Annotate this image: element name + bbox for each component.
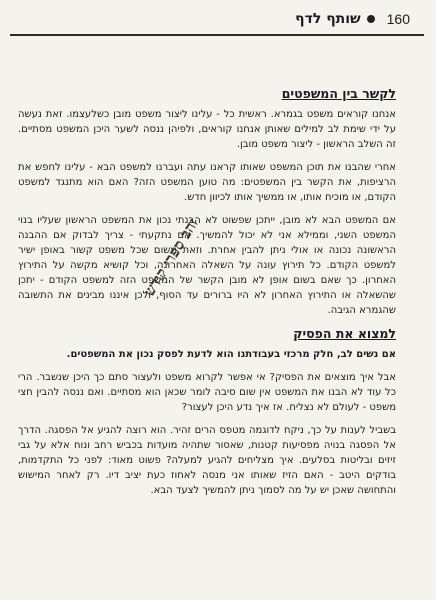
- bullet-dot: [367, 15, 375, 23]
- section-heading: למצוא את הפסיק: [293, 326, 396, 341]
- section-heading: לקשר בין המשפטים: [281, 86, 396, 101]
- page-number: 160: [386, 11, 410, 27]
- running-title: שותף לדף: [295, 11, 361, 27]
- header-rule: [10, 34, 424, 36]
- paragraph: אחרי שהבנו את תוכן המשפט שאותו קראנו עתה ועברנו למשפט הבא - עלינו לחפש את הרציפות, את הקשר בין המשפטים: מה טוען המשפט הזה? האם הוא מתנגד למשפט הקודם, או מוכיח אותו, או ממשיך אותו לכיוון חדש.: [18, 162, 396, 203]
- paragraph: אבל איך מוצאים את הפסיק? אי אפשר לקרוא משפט ולעצור סתם כך היכן שנשבר. הרי כל עוד לא הבנו את המשפט אין שום סיבה לומר שכאן הוא מסתיים. ואם ננסה להבין חצי משפט - לעולם לא נצליח. אז איך נדע היכן לעצור?: [18, 372, 396, 413]
- page-header: [12, 6, 410, 32]
- paragraph: אם נשים לב, חלק מרכזי בעבודתנו הוא לדעת לפסק נכון את המשפטים.: [66, 349, 396, 360]
- paragraph: אם המשפט הבא לא מובן, ייתכן שפשוט לא הבנתי נכון את המשפט הראשון שעליו בנוי המשפט השני, וממילא אני לא יכול להמשיך. אם נתקעתי - צריך לבדוק אם ההבנה הראשונה נכונה או אולי ניתן להבין אחרת. וזאת משום שכל משפט קשור באופן ישיר למשפט הקודם. כל תירוץ עונה על השאלה האחרונה, וכל קושיא מקשה על התירוץ האחרון. כך שאם בשום אופן לא מובן הקשר של המשפט הזה למשפט הקודם - יתכן שהשאלה או התירוץ האחרון לא היו ברורים עד הסוף, ולכן איננו מבינים את התשובה שהגמרא הגיבה.: [18, 215, 396, 316]
- page-content: [18, 86, 396, 506]
- paragraph: אנחנו קוראים משפט בגמרא. ראשית כל - עלינו ליצור משפט מובן כשלעצמו. זאת נעשה על ידי שימת לב למילים שאותן אנחנו קוראים, ולפיהן ננסה לשער היכן המשפט מסתיים. זה השלב הראשון - ליצור משפט מובן.: [18, 109, 396, 150]
- paragraph: בשביל לענות על כך, ניקח לדוגמה מטפס הרים זהיר. הוא רוצה להגיע אל הפסגה. הדרך אל הפסגה בנויה מפסיעות קטנות, שאסור שתהיה מועדות בכביש רחב ונוח אלא על גבי זיזים ובליטות בסלעים. איך מצליחים להגיע למעלה? פשוט מאוד: לפני כל התקדמות, בודקים היטב - האם הזיז שאותו אני מנסה לאחוז כעת יציב דיו. רק לאחר המישוש והתחושה שאכן יש על מה לסמוך ניתן להמשיך לצעד הבא.: [18, 425, 396, 496]
- publisher-stamp: זהב ספרי קודש: [140, 215, 202, 300]
